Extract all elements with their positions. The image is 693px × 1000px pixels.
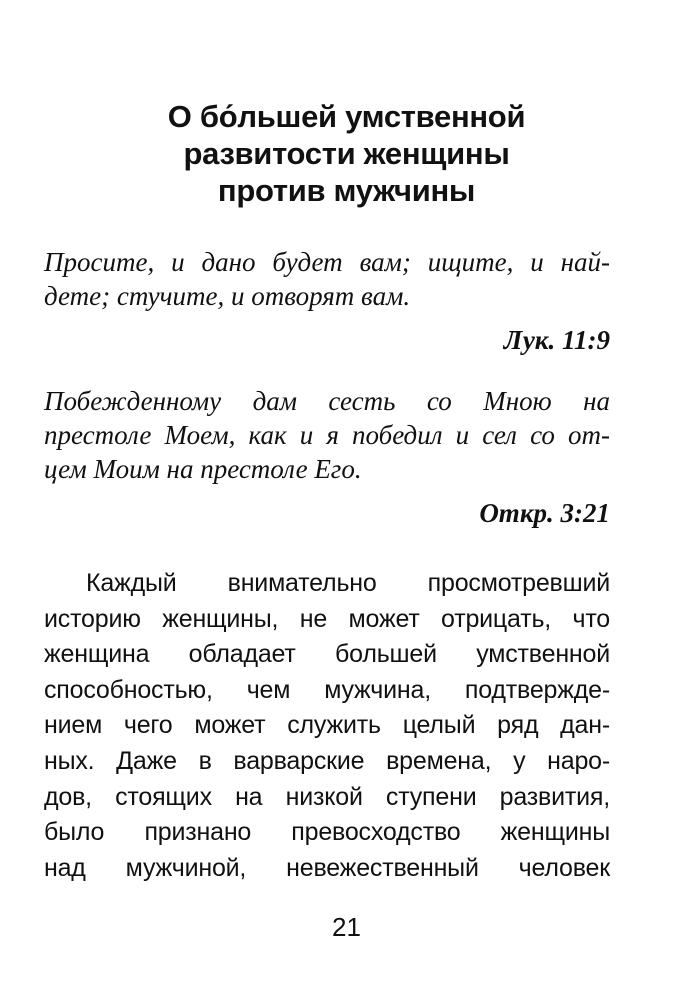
chapter-title xyxy=(60,98,633,209)
epigraph-line: Побежденному дам сесть со Мною на xyxy=(44,386,610,416)
body-line: нием чего может служить целый ряд дан- xyxy=(44,711,610,740)
body-line: дов, стоящих на низкой ступени развития, xyxy=(44,782,610,811)
body-line: Каждый внимательно просмотревший xyxy=(86,569,610,597)
epigraph-reference: Лук. 11:9 xyxy=(503,325,610,355)
epigraph-line: престоле Моем, как и я победил и сел со от- xyxy=(44,420,610,450)
chapter-title-line: развитости женщины xyxy=(183,136,510,171)
body-line: женщина обладает большей умственной xyxy=(44,640,610,669)
chapter-title-line: О бо́льшей умственной xyxy=(167,99,526,134)
epigraph-reference: Откр. 3:21 xyxy=(479,498,610,528)
body-line: было признано превосходство женщины xyxy=(44,818,610,847)
epigraph xyxy=(44,384,610,530)
body-line: способностью, чем мужчина, подтвержде- xyxy=(44,675,610,704)
body-line: историю женщины, не может отрицать, что xyxy=(44,604,610,633)
epigraph-line: цем Моим на престоле Его. xyxy=(44,454,362,484)
epigraph-line: дете; стучите, и отворят вам. xyxy=(44,281,411,311)
epigraph-line: Просите, и дано будет вам; ищите, и най- xyxy=(44,247,610,277)
page-number: 21 xyxy=(332,912,361,942)
epigraph xyxy=(44,245,610,357)
body-paragraph xyxy=(44,566,610,886)
body-line: ных. Даже в варварские времена, у наро- xyxy=(44,746,610,775)
body-line: над мужчиной, невежественный человек xyxy=(44,853,610,882)
chapter-title-line: против мужчины xyxy=(217,173,476,208)
